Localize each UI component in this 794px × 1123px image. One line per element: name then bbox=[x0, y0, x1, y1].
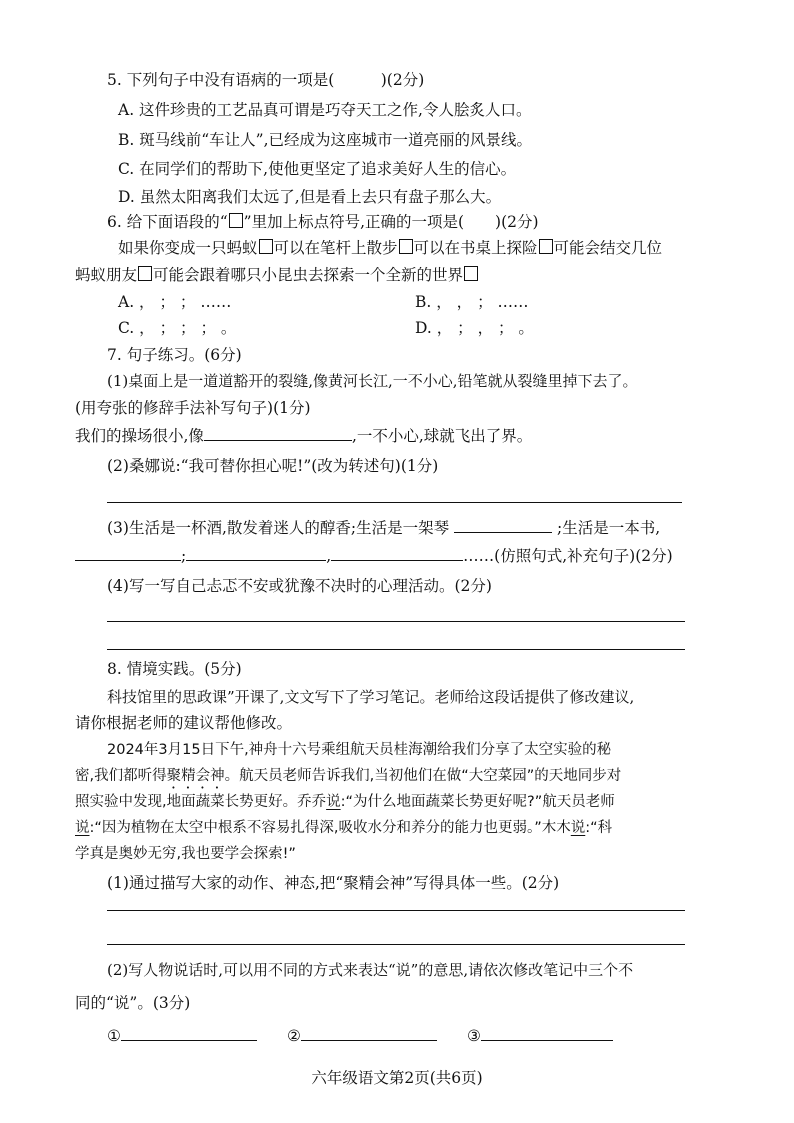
q8-intro-line-1: 科技馆里的思政课”开课了,文文写下了学习笔记。老师给这段话提供了修改建议, bbox=[107, 688, 635, 706]
answer-blank[interactable] bbox=[301, 1024, 437, 1041]
q8-stem: 8. 情境实践。(5分) bbox=[107, 660, 242, 678]
answer-blank[interactable] bbox=[204, 424, 352, 441]
q8-intro-line-2: 请你根据老师的建议帮他修改。 bbox=[75, 714, 293, 732]
marked-word: 聚精会神 bbox=[166, 768, 225, 784]
answer-line[interactable] bbox=[107, 649, 685, 650]
punctuation-box bbox=[138, 266, 152, 281]
answer-blank[interactable] bbox=[75, 544, 181, 561]
q7-p4: (4)写一写自己忐忑不安或犹豫不决时的心理活动。(2分) bbox=[107, 577, 492, 595]
answer-line[interactable] bbox=[107, 621, 685, 622]
punctuation-box bbox=[464, 266, 478, 281]
answer-line[interactable] bbox=[107, 944, 685, 945]
punctuation-box bbox=[229, 213, 243, 228]
page-footer: 六年级语文第2页(共6页) bbox=[311, 1069, 483, 1087]
q8-p2-line-2: 同的“说”。(3分) bbox=[75, 994, 191, 1012]
q8-note-line-3: 照实验中发现,地面蔬菜长势更好。乔乔说:“为什么地面蔬菜长势更好呢?”航天员老师 bbox=[75, 794, 615, 810]
q8-note-line-5: 学真是奥妙无穷,我也要学会探索!” bbox=[75, 846, 296, 862]
q5-stem: 5. 下列句子中没有语病的一项是( )(2分) bbox=[107, 71, 425, 89]
q8-p1: (1)通过描写大家的动作、神态,把“聚精会神”写得具体一些。(2分) bbox=[107, 874, 560, 892]
q8-note-line-1: 2024年3月15日下午,神舟十六号乘组航天员桂海潮给我们分享了太空实验的秘 bbox=[107, 742, 612, 758]
q6-option-c: C. ， ； ； ； 。 bbox=[118, 319, 237, 337]
q6-option-b: B. ， ， ； …… bbox=[415, 293, 529, 311]
q8-note-line-4: 说:“因为植物在太空中根系不容易扎得深,吸收水分和养分的能力也更弱。”木木说:“科 bbox=[75, 820, 613, 836]
marked-word: 说 bbox=[326, 794, 341, 810]
q7-p1-line-2: (用夸张的修辞手法补写句子)(1分) bbox=[75, 399, 311, 417]
punctuation-box bbox=[399, 239, 413, 254]
q5-option-a: A. 这件珍贵的工艺品真可谓是巧夺天工之作,令人脍炙人口。 bbox=[118, 101, 532, 119]
answer-blank[interactable] bbox=[331, 544, 463, 561]
answer-line[interactable] bbox=[107, 910, 685, 911]
q6-passage-line-2: 蚂蚁朋友 可能会跟着哪只小昆虫去探索一个全新的世界 bbox=[75, 263, 479, 287]
q6-option-a: A. ， ； ； …… bbox=[118, 293, 232, 311]
marked-word: 说 bbox=[75, 820, 90, 836]
answer-blank[interactable] bbox=[186, 544, 326, 561]
q7-p3-line-2: ; , ……(仿照句式,补充句子)(2分) bbox=[75, 544, 673, 568]
q6-passage-line-1: 如果你变成一只蚂蚁 可以在笔杆上散步 可以在书桌上探险 可能会结交几位 bbox=[118, 239, 663, 257]
q6-stem: 6. 给下面语段的“ ”里加上标点符号,正确的一项是( )(2分) bbox=[107, 213, 539, 231]
q8-answer-2: ② bbox=[287, 1024, 437, 1048]
answer-line[interactable] bbox=[107, 502, 682, 503]
q7-p1-line-1: (1)桌面上是一道道豁开的裂缝,像黄河长江,一不小心,铅笔就从裂缝里掉下去了。 bbox=[107, 372, 638, 390]
q8-note-line-2: 密,我们都听得聚精会神。航天员老师告诉我们,当初他们在做“大空菜园”的天地同步对 bbox=[75, 768, 622, 784]
q5-option-c: C. 在同学们的帮助下,使他更坚定了追求美好人生的信心。 bbox=[118, 160, 517, 178]
q5-option-d: D. 虽然太阳离我们太远了,但是看上去只有盘子那么大。 bbox=[118, 188, 502, 206]
q8-p2-line-1: (2)写人物说话时,可以用不同的方式来表达“说”的意思,请依次修改笔记中三个不 bbox=[107, 961, 634, 979]
q7-stem: 7. 句子练习。(6分) bbox=[107, 346, 242, 364]
q7-p3-line-1: (3)生活是一杯酒,散发着迷人的醇香;生活是一架琴 ;生活是一本书, bbox=[107, 516, 660, 540]
answer-blank[interactable] bbox=[454, 516, 552, 533]
q7-p1-fill: 我们的操场很小,像 ,一不小心,球就飞出了界。 bbox=[75, 424, 532, 448]
answer-blank[interactable] bbox=[481, 1024, 613, 1041]
q8-answer-3: ③ bbox=[467, 1024, 613, 1048]
q7-p2: (2)桑娜说:“我可替你担心呢!”(改为转述句)(1分) bbox=[107, 457, 439, 475]
punctuation-box bbox=[539, 239, 553, 254]
q8-answer-1: ① bbox=[107, 1024, 257, 1048]
q5-option-b: B. 斑马线前“车让人”,已经成为这座城市一道亮丽的风景线。 bbox=[118, 131, 533, 149]
answer-blank[interactable] bbox=[121, 1024, 257, 1041]
marked-word: 说 bbox=[570, 820, 586, 836]
q6-option-d: D. ， ； ， ； 。 bbox=[415, 319, 534, 337]
punctuation-box bbox=[259, 239, 273, 254]
